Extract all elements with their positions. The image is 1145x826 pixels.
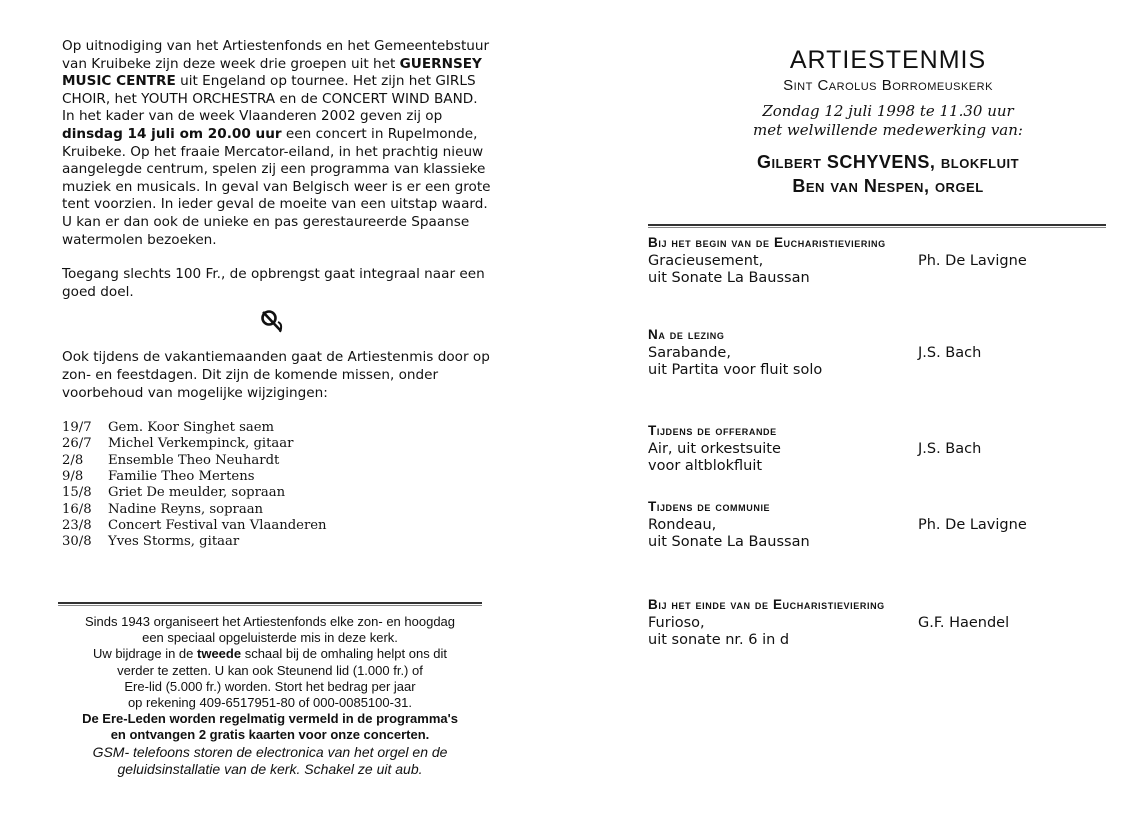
mass-performer: Ensemble Theo Neuhardt [108, 452, 280, 468]
footer-line-6: op rekening 409-6517951-80 of 000-0085100-31. [127, 695, 413, 711]
footer-line-8: en ontvangen 2 gratis kaarten voor onze concerten. [110, 727, 430, 743]
piece-source: uit Partita voor fluit solo [648, 362, 823, 378]
mass-row [62, 518, 492, 534]
footer-line-4: verder te zetten. U kan ook Steunend lid (1.000 fr.) of [117, 662, 423, 678]
composer: J.S. Bach [918, 441, 982, 457]
left-divider [58, 602, 482, 606]
week-text-b: dinsdag 14 juli om 20.00 uur [62, 125, 282, 142]
footer-line-3b: tweede [197, 646, 242, 662]
holiday-paragraph: Ook tijdens de vakantiemaanden gaat de Artiestenmis door op zon- en feestdagen. Dit zijn de komende missen, onder voorbehoud van mogelijke wijzigingen: [62, 349, 490, 401]
composer: J.S. Bach [918, 345, 982, 361]
intro-text-a: Op uitnodiging van het Artiestenfonds en het Gemeentebstuur van Kruibeke zijn deze week drie groepen uit het [62, 38, 490, 72]
program-section [648, 234, 1088, 287]
piece-source: uit Sonate La Baussan [648, 270, 810, 286]
intro-text-c: uit Engeland op tournee. Het zijn het GIRLS CHOIR, het YOUTH ORCHESTRA en de CONCERT WIND BAND. [62, 73, 478, 107]
intro-paragraph [62, 38, 492, 108]
mass-performer: Concert Festival van Vlaanderen [108, 517, 327, 533]
mass-date: 9/8 [62, 468, 84, 484]
footer-line-7: De Ere-Leden worden regelmatig vermeld in de programma's [82, 711, 458, 727]
week-paragraph [62, 108, 492, 249]
dateline-1: Zondag 12 juli 1998 te 11.30 uur [762, 102, 1014, 120]
mass-performer: Griet De meulder, sopraan [108, 485, 286, 501]
entry-paragraph: Toegang slechts 100 Fr., de opbrengst gaat integraal naar een goed doel. [62, 266, 485, 300]
composer: Ph. De Lavigne [918, 517, 1027, 533]
program-section [648, 422, 1088, 475]
mass-performer: Familie Theo Mertens [108, 468, 255, 484]
piece-source: uit sonate nr. 6 in d [648, 632, 790, 648]
mass-performer: Nadine Reyns, sopraan [108, 501, 264, 517]
section-heading: Tijdens de offerande [648, 423, 777, 438]
mass-date: 2/8 [62, 452, 84, 468]
footer-line-5: Ere-lid (5.000 fr.) worden. Stort het bedrag per jaar [124, 678, 416, 694]
program-section [648, 498, 1088, 551]
mass-date: 23/8 [62, 517, 92, 533]
piece-title: Furioso, [648, 615, 705, 631]
church-name: Sint Carolus Borromeuskerk [783, 77, 993, 94]
performer-2: Ben van Nespen, orgel [792, 176, 984, 196]
composer: Ph. De Lavigne [918, 253, 1027, 269]
intro-text-b: GUERNSEY MUSIC CENTRE [62, 55, 482, 90]
mass-date: 16/8 [62, 501, 92, 517]
footer-notice [40, 614, 500, 778]
section-heading: Bij het einde van de Eucharistieviering [648, 597, 885, 612]
mass-row [62, 420, 492, 436]
mass-date: 30/8 [62, 534, 92, 550]
footer-line-10: geluidsinstallatie van de kerk. Schakel ze uit aub. [117, 760, 423, 777]
performers [646, 150, 1110, 198]
section-heading: Bij het begin van de Eucharistieviering [648, 235, 886, 250]
mass-date: 19/7 [62, 420, 92, 436]
footer-line-3c: schaal bij de omhaling helpt ons dit [241, 646, 448, 662]
mass-date: 15/8 [62, 485, 92, 501]
mass-date: 26/7 [62, 436, 92, 452]
mass-row [62, 469, 492, 485]
mass-row [62, 534, 492, 550]
mass-performer: Gem. Koor Singhet saem [108, 420, 275, 436]
dateline-2: met welwillende medewerking van: [753, 121, 1023, 139]
mass-performer: Michel Verkempinck, gitaar [108, 436, 294, 452]
right-divider [648, 224, 1106, 228]
mass-row [62, 502, 492, 518]
section-heading: Na de lezing [648, 327, 725, 342]
piece-source: uit Sonate La Baussan [648, 534, 810, 550]
mass-row [62, 453, 492, 469]
footer-line-9: GSM- telefoons storen de electronica van het orgel en de [92, 743, 448, 760]
week-text-c: een concert in Rupelmonde, Kruibeke. Op het fraaie Mercator-eiland, in het prachtig nieuw aangelegde centrum, spelen zij een programma van klassieke muziek en musicals. In geval van Belgisch weer is er een grote tent voorzien. In ieder geval de moeite van een uitstap waard. U kan er dan ook de unieke en pas gerestaureerde Spaanse watermolen bezoeken. [62, 125, 491, 248]
left-panel [62, 38, 492, 550]
footer-line-3a: Uw bijdrage in de [92, 646, 197, 662]
mass-schedule [62, 420, 492, 550]
footer-line-1: Sinds 1943 organiseert het Artiestenfonds elke zon- en hoogdag [84, 614, 456, 629]
mass-row [62, 485, 492, 501]
page-title: ARTIESTENMIS [789, 46, 987, 74]
program-section [648, 326, 1088, 379]
piece-title: Gracieusement, [648, 253, 764, 269]
piece-source: voor altblokfluit [648, 458, 763, 474]
composer: G.F. Haendel [918, 615, 1010, 631]
mass-row [62, 436, 492, 452]
right-panel [646, 46, 1110, 198]
mass-performer: Yves Storms, gitaar [108, 534, 240, 550]
piece-title: Rondeau, [648, 517, 717, 533]
performer-1: Gilbert SCHYVENS, blokfluit [756, 152, 1020, 172]
dateline [666, 102, 1110, 140]
program-section [648, 596, 1088, 649]
piece-title: Sarabande, [648, 345, 731, 361]
ornament-icon [258, 307, 286, 335]
week-text-a: In het kader van de week Vlaanderen 2002 geven zij op [62, 108, 443, 125]
footer-line-2: een speciaal opgeluisterde mis in deze kerk. [142, 630, 398, 646]
footer-line-3 [40, 646, 500, 662]
section-heading: Tijdens de communie [648, 499, 771, 514]
piece-title: Air, uit orkestsuite [648, 441, 781, 457]
